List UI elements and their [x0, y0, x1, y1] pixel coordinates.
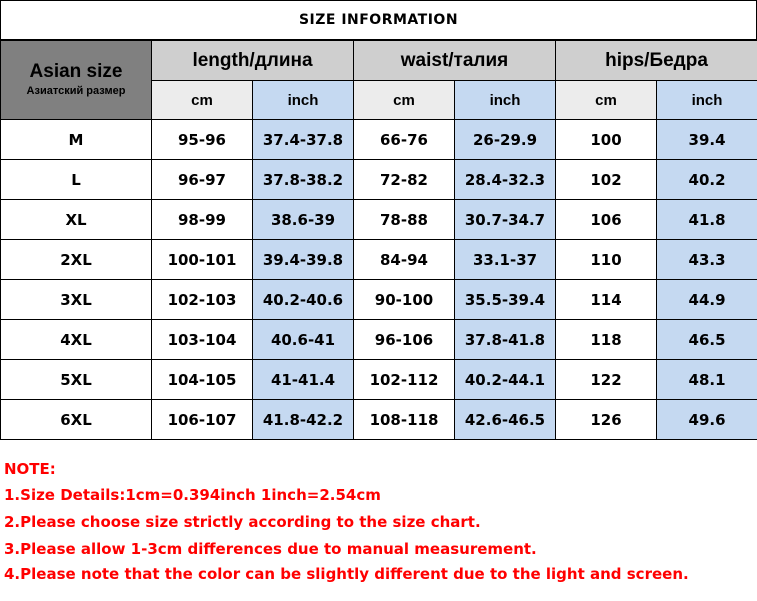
waist-inch-header: inch	[455, 81, 556, 120]
length-inch-value: 38.6-39	[253, 200, 354, 240]
hips-inch-value: 43.3	[657, 240, 757, 280]
table-row	[1, 360, 757, 400]
hips-cm-header: cm	[556, 81, 657, 120]
length-cm-header: cm	[152, 81, 253, 120]
hips-cm-value: 106	[556, 200, 657, 240]
waist-cm-value: 84-94	[354, 240, 455, 280]
waist-cm-value: 102-112	[354, 360, 455, 400]
length-cm-value: 96-97	[152, 160, 253, 200]
hips-inch-value: 46.5	[657, 320, 757, 360]
size-label: 6XL	[1, 400, 152, 440]
waist-inch-value: 37.8-41.8	[455, 320, 556, 360]
size-label: XL	[1, 200, 152, 240]
length-cm-value: 102-103	[152, 280, 253, 320]
length-inch-value: 39.4-39.8	[253, 240, 354, 280]
length-cm-value: 106-107	[152, 400, 253, 440]
length-cm-value: 104-105	[152, 360, 253, 400]
note-heading: NOTE:	[4, 460, 56, 478]
length-inch-header: inch	[253, 81, 354, 120]
waist-cm-value: 78-88	[354, 200, 455, 240]
size-label: 4XL	[1, 320, 152, 360]
hips-inch-value: 48.1	[657, 360, 757, 400]
notes-section	[0, 440, 757, 601]
waist-inch-value: 26-29.9	[455, 120, 556, 160]
hips-inch-header: inch	[657, 81, 757, 120]
length-inch-value: 41.8-42.2	[253, 400, 354, 440]
waist-cm-value: 90-100	[354, 280, 455, 320]
size-label: 3XL	[1, 280, 152, 320]
size-label: 2XL	[1, 240, 152, 280]
hips-inch-value: 39.4	[657, 120, 757, 160]
table-row	[1, 240, 757, 280]
note-line-4: 4.Please note that the color can be slightly different due to the light and screen.	[4, 565, 689, 583]
hips-inch-value: 49.6	[657, 400, 757, 440]
note-line-2: 2.Please choose size strictly according to the size chart.	[4, 513, 481, 531]
waist-inch-value: 33.1-37	[455, 240, 556, 280]
length-inch-value: 41-41.4	[253, 360, 354, 400]
size-table	[0, 40, 757, 440]
hips-cm-value: 126	[556, 400, 657, 440]
note-line-1: 1.Size Details:1cm=0.394inch 1inch=2.54cm	[4, 486, 381, 504]
asian-size-header	[1, 41, 152, 120]
hips-cm-value: 118	[556, 320, 657, 360]
note-line-3: 3.Please allow 1-3cm differences due to manual measurement.	[4, 540, 537, 558]
table-row	[1, 320, 757, 360]
hips-inch-value: 40.2	[657, 160, 757, 200]
waist-cm-value: 108-118	[354, 400, 455, 440]
length-cm-value: 103-104	[152, 320, 253, 360]
length-cm-value: 95-96	[152, 120, 253, 160]
length-cm-value: 100-101	[152, 240, 253, 280]
waist-cm-value: 66-76	[354, 120, 455, 160]
table-row	[1, 160, 757, 200]
table-row	[1, 400, 757, 440]
hips-cm-value: 122	[556, 360, 657, 400]
hips-cm-value: 102	[556, 160, 657, 200]
hips-cm-value: 110	[556, 240, 657, 280]
hips-cm-value: 114	[556, 280, 657, 320]
waist-inch-value: 42.6-46.5	[455, 400, 556, 440]
table-row	[1, 200, 757, 240]
waist-inch-value: 40.2-44.1	[455, 360, 556, 400]
table-row	[1, 280, 757, 320]
size-label: 5XL	[1, 360, 152, 400]
waist-header: waist/талия	[354, 41, 556, 81]
size-chart-title: SIZE INFORMATION	[0, 0, 757, 40]
length-inch-value: 40.2-40.6	[253, 280, 354, 320]
hips-inch-value: 44.9	[657, 280, 757, 320]
waist-inch-value: 30.7-34.7	[455, 200, 556, 240]
length-inch-value: 37.4-37.8	[253, 120, 354, 160]
hips-header: hips/Бедра	[556, 41, 757, 81]
waist-cm-value: 96-106	[354, 320, 455, 360]
size-label: M	[1, 120, 152, 160]
length-inch-value: 40.6-41	[253, 320, 354, 360]
header-row-groups	[1, 41, 757, 81]
hips-inch-value: 41.8	[657, 200, 757, 240]
size-label: L	[1, 160, 152, 200]
waist-inch-value: 35.5-39.4	[455, 280, 556, 320]
table-row	[1, 120, 757, 160]
waist-inch-value: 28.4-32.3	[455, 160, 556, 200]
length-cm-value: 98-99	[152, 200, 253, 240]
asian-size-label: Asian size	[29, 61, 123, 82]
asian-size-sublabel: Азиатский размер	[26, 85, 126, 97]
waist-cm-header: cm	[354, 81, 455, 120]
length-header: length/длина	[152, 41, 354, 81]
waist-cm-value: 72-82	[354, 160, 455, 200]
length-inch-value: 37.8-38.2	[253, 160, 354, 200]
hips-cm-value: 100	[556, 120, 657, 160]
